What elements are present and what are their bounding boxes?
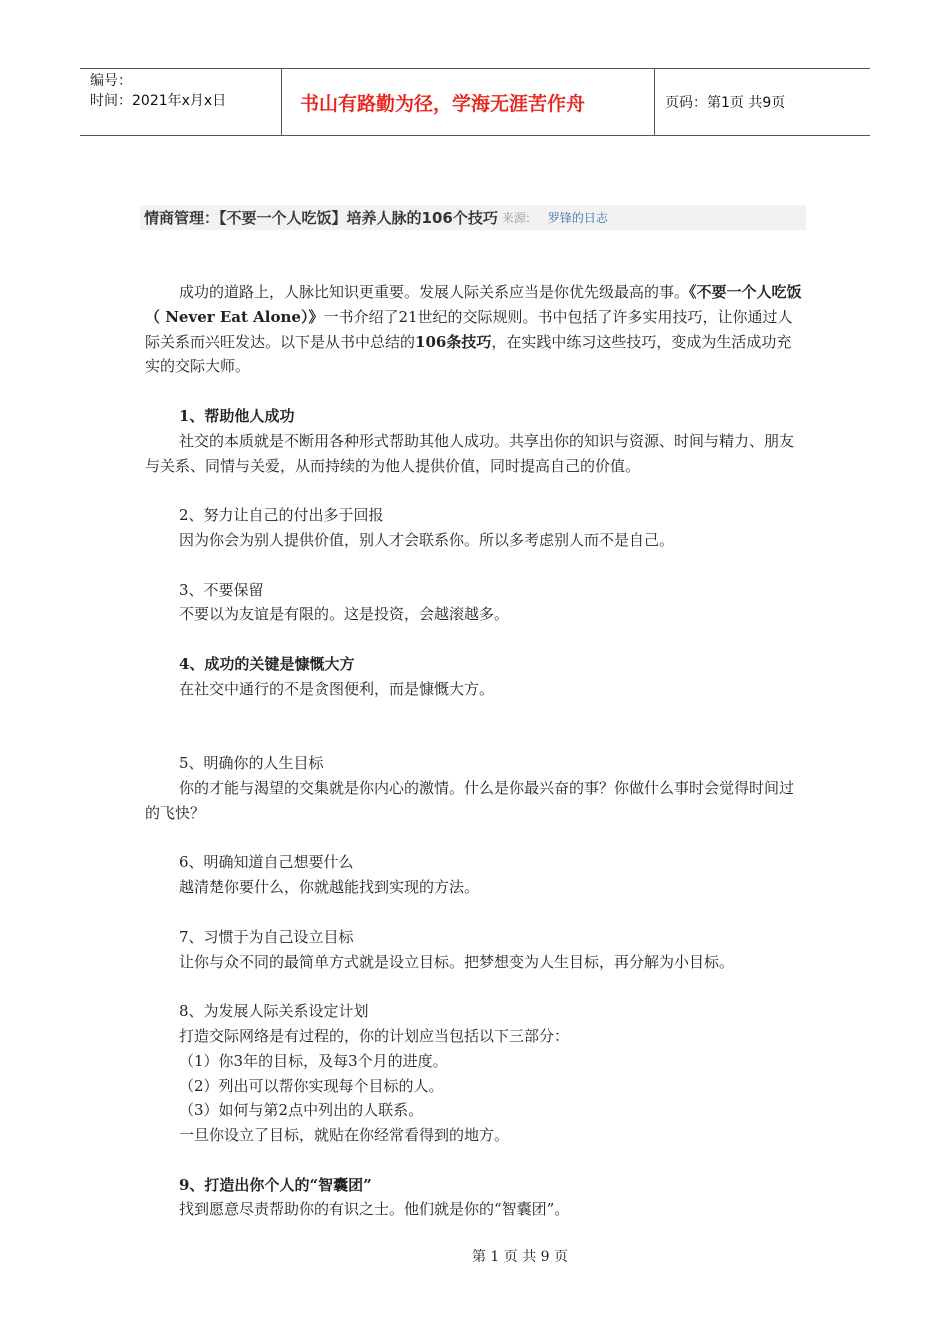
tip-body: 不要以为友谊是有限的。这是投资，会越滚越多。 bbox=[179, 605, 510, 624]
tip-item-1 bbox=[145, 404, 805, 478]
tip-title: 1、帮助他人成功 bbox=[179, 406, 295, 425]
tip-item-5 bbox=[145, 751, 805, 825]
header-page-code: 页码：第1页 共9页 bbox=[665, 95, 786, 111]
tip-item-2 bbox=[145, 503, 805, 553]
tip-body: 在社交中通行的不是贪图便利，而是慷慨大方。 bbox=[179, 679, 495, 698]
tip-item-7 bbox=[145, 925, 805, 975]
tip-item-8 bbox=[145, 999, 805, 1148]
header-motto: 书山有路勤为径，学海无涯苦作舟 bbox=[282, 69, 655, 135]
source-label: 来源: bbox=[501, 211, 530, 225]
tip-title: 7、习惯于为自己设立目标 bbox=[179, 927, 354, 946]
tip-title: 4、成功的关键是慷慨大方 bbox=[179, 654, 355, 673]
intro-text-2: 一书介绍了21世纪的交际规则。书中包括了许多实用技巧，让你通过人际关系而兴旺发达。以下是从书中总结的 bbox=[145, 307, 793, 351]
tip-line: 打造交际网络是有过程的，你的计划应当包括以下三部分： bbox=[179, 1026, 570, 1045]
tip-item-4 bbox=[145, 652, 805, 702]
tip-title: 2、努力让自己的付出多于回报 bbox=[179, 506, 384, 525]
tip-line: 一旦你设立了目标，就贴在你经常看得到的地方。 bbox=[179, 1126, 510, 1145]
tip-body: 越清楚你要什么，你就越能找到实现的方法。 bbox=[179, 878, 480, 897]
intro-text-3: ，在实践中练习这些技巧，变成为生活成功充实的交际大师。 bbox=[145, 332, 792, 376]
intro-book-title: 《不要一个人吃饭（ Never Eat Alone）》 bbox=[145, 283, 802, 326]
tip-item-6 bbox=[145, 850, 805, 900]
tip-line: （1）你3年的目标，及每3个月的进度。 bbox=[179, 1051, 448, 1070]
tip-body: 社交的本质就是不断用各种形式帮助其他人成功。共享出你的知识与资源、时间与精力、朋友与关系、同情与关爱，从而持续的为他人提供价值，同时提高自己的价值。 bbox=[145, 431, 795, 475]
tip-body: 找到愿意尽责帮助你的有识之士。他们就是你的“智囊团”。 bbox=[179, 1200, 570, 1219]
tip-item-3 bbox=[145, 578, 805, 628]
intro-paragraph bbox=[145, 280, 805, 379]
tip-title: 8、为发展人际关系设定计划 bbox=[179, 1002, 369, 1021]
tip-line: （2）列出可以帮你实现每个目标的人。 bbox=[179, 1076, 444, 1095]
page-footer: 第 1 页 共 9 页 bbox=[471, 1249, 569, 1265]
intro-tip-count: 106条技巧 bbox=[415, 332, 492, 351]
tip-body: 让你与众不同的最简单方式就是设立目标。把梦想变为人生目标，再分解为小目标。 bbox=[179, 952, 735, 971]
code-label: 编号： bbox=[90, 73, 132, 89]
intro-text-1: 成功的道路上，人脉比知识更重要。发展人际关系应当是你优先级最高的事。 bbox=[179, 283, 690, 301]
date-label: 时间：2021年x月x日 bbox=[90, 93, 227, 109]
article-body bbox=[145, 280, 805, 1222]
source-link[interactable]: 罗锋的日志 bbox=[547, 211, 608, 225]
tip-title: 6、明确知道自己想要什么 bbox=[179, 853, 354, 872]
tip-body: 你的才能与渴望的交集就是你内心的激情。什么是你最兴奋的事？你做什么事时会觉得时间过的飞快？ bbox=[145, 778, 795, 822]
tip-title: 5、明确你的人生目标 bbox=[179, 754, 324, 773]
tip-item-9 bbox=[145, 1173, 805, 1223]
tip-body: 因为你会为别人提供价值，别人才会联系你。所以多考虑别人而不是自己。 bbox=[179, 530, 675, 549]
article-title-bar bbox=[140, 205, 806, 230]
article-title: 情商管理：【不要一个人吃饭】培养人脉的106个技巧 bbox=[144, 209, 498, 227]
header-meta bbox=[80, 69, 282, 135]
tip-title: 3、不要保留 bbox=[179, 580, 264, 599]
document-header bbox=[80, 68, 870, 136]
tip-line: （3）如何与第2点中列出的人联系。 bbox=[179, 1101, 424, 1120]
tip-title: 9、打造出你个人的“智囊团” bbox=[179, 1175, 372, 1194]
